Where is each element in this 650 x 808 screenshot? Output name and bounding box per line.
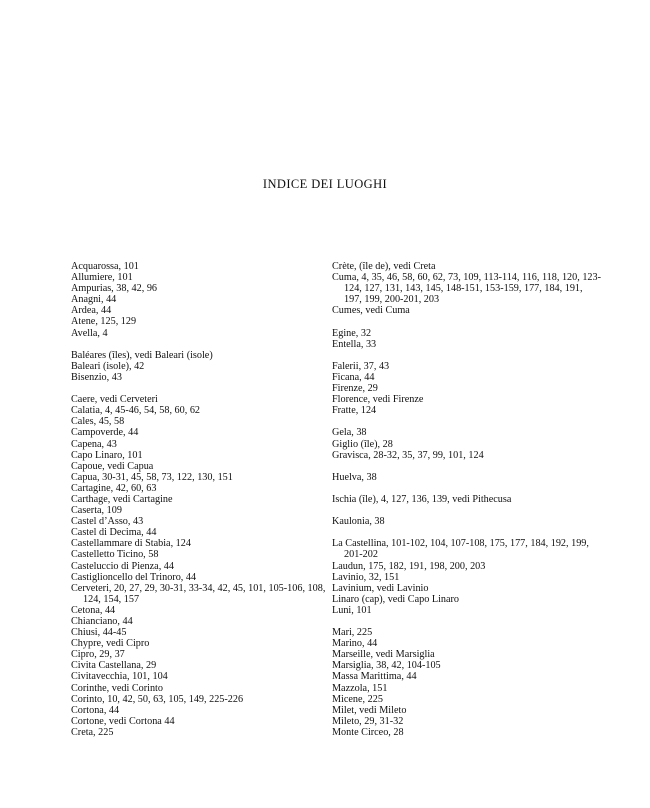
index-entry: Avella, 4 [71,327,108,339]
index-entry: Mazzola, 151 [332,682,388,694]
index-entry: Marino, 44 [332,638,378,650]
index-entry: Cortona, 44 [71,704,120,716]
group-separator [332,316,602,327]
index-entry: Corinthe, vedi Corinto [71,682,163,694]
page-title: INDICE DEI LUOGHI [262,177,388,191]
index-entry: Firenze, 29 [332,383,378,395]
index-entry: Ampurias, 38, 42, 96 [71,283,158,295]
index-entry: Allumiere, 101 [71,272,133,284]
index-entry: Crète, (île de), vedi Creta [332,261,436,272]
index-entry: Cipro, 29, 37 [71,649,125,661]
index-entry: Corinto, 10, 42, 50, 63, 105, 149, 225-226 [71,693,244,705]
index-entry: Bisenzio, 43 [71,371,122,383]
index-entry: Cetona, 44 [71,604,116,616]
index-entry: Luni, 101 [332,604,372,616]
index-entry: Gela, 38 [332,427,367,439]
index-entry: Entella, 33 [332,338,377,350]
index-entry: Huelva, 38 [332,471,377,483]
index-entry: Cortone, vedi Cortona 44 [71,715,175,727]
index-entry: Ardea, 44 [71,305,112,317]
index-entry: Micene, 225 [332,693,383,705]
index-entry: Capo Linaro, 101 [71,449,143,461]
group-separator [332,461,602,472]
index-entry: Cales, 45, 58 [71,416,125,428]
index-entry: Florence, vedi Firenze [332,394,424,406]
index-entry: Monte Circeo, 28 [332,726,404,738]
index-entry: Castel d’Asso, 43 [71,516,144,528]
group-separator [332,416,602,427]
index-entry: Cumes, vedi Cuma [332,305,410,317]
index-entry: Baléares (îles), vedi Baleari (isole) [71,349,213,361]
index-entry: Civita Castellana, 29 [71,660,157,672]
group-separator [71,383,331,394]
index-entry: Chianciano, 44 [71,616,133,627]
left-column [71,261,331,738]
index-entry: Chiusi, 44-45 [71,627,127,639]
index-entry: Cartagine, 42, 60, 63 [71,482,157,494]
index-entry: Baleari (isole), 42 [71,360,145,372]
index-entry: Milet, vedi Mileto [332,704,407,716]
index-entry: Marsiglia, 38, 42, 104-105 [332,660,441,672]
index-entry: Chypre, vedi Cipro [71,638,150,650]
index-entry: Marseille, vedi Marsiglia [332,649,435,661]
index-entry: Fratte, 124 [332,405,377,417]
index-entry: Caere, vedi Cerveteri [71,394,158,406]
index-entry: Castelletto Ticino, 58 [71,549,159,561]
index-entry: Castellammare di Stabia, 124 [71,538,191,550]
index-entry: Massa Marittima, 44 [332,671,417,683]
index-entry: Castel di Decima, 44 [71,527,157,539]
index-entry: Ficana, 44 [332,371,375,383]
group-separator [332,483,602,494]
index-entry: Capoue, vedi Capua [71,460,154,472]
index-entry: Falerii, 37, 43 [332,360,390,372]
index-entry: Gravisca, 28-32, 35, 37, 99, 101, 124 [332,449,484,461]
index-entry: Carthage, vedi Cartagine [71,493,173,505]
right-column [332,261,602,738]
index-entry: Laudun, 175, 182, 191, 198, 200, 203 [332,560,486,572]
index-entry: Creta, 225 [71,726,114,738]
index-entry: Mileto, 29, 31-32 [332,715,404,727]
index-entry: Lavinio, 32, 151 [332,571,400,583]
index-entry: Ischia (île), 4, 127, 136, 139, vedi Pithecusa [332,493,512,505]
index-entry: Calatia, 4, 45-46, 54, 58, 60, 62 [71,405,201,417]
index-entry: Atene, 125, 129 [71,316,137,328]
index-entry: Linaro (cap), vedi Capo Linaro [332,593,460,605]
index-entry: Mari, 225 [332,627,373,639]
index-entry: Egine, 32 [332,327,372,339]
index-entry: La Castellina, 101-102, 104, 107-108, 175, 177, 184, 192, 199, 201-202 [332,538,589,561]
index-entry: Campoverde, 44 [71,427,139,439]
index-entry: Acquarossa, 101 [71,261,139,272]
group-separator [332,505,602,516]
index-entry: Kaulonia, 38 [332,516,385,528]
index-entry: Capua, 30-31, 45, 58, 73, 122, 130, 151 [71,471,233,483]
index-entry: Lavinium, vedi Lavinio [332,582,429,594]
index-entry: Cerveteri, 20, 27, 29, 30-31, 33-34, 42, 45, 101, 105-106, 108, 124, 154, 157 [71,582,326,605]
group-separator [71,339,331,350]
index-entry: Casteluccio di Pienza, 44 [71,560,174,572]
index-entry: Capena, 43 [71,438,117,450]
index-entry: Castiglioncello del Trinoro, 44 [71,571,197,583]
group-separator [332,616,602,627]
index-entry: Cuma, 4, 35, 46, 58, 60, 62, 73, 109, 113-114, 116, 118, 120, 123-124, 127, 131, 143, 145, 148-151, 153-159, 177, 184, 191, 197, 199, 200-201, 203 [332,272,602,306]
index-entry: Giglio (île), 28 [332,438,393,450]
index-entry: Caserta, 109 [71,505,122,517]
group-separator [332,527,602,538]
index-entry: Civitavecchia, 101, 104 [71,671,168,683]
index-entry: Anagni, 44 [71,294,117,306]
group-separator [332,350,602,361]
